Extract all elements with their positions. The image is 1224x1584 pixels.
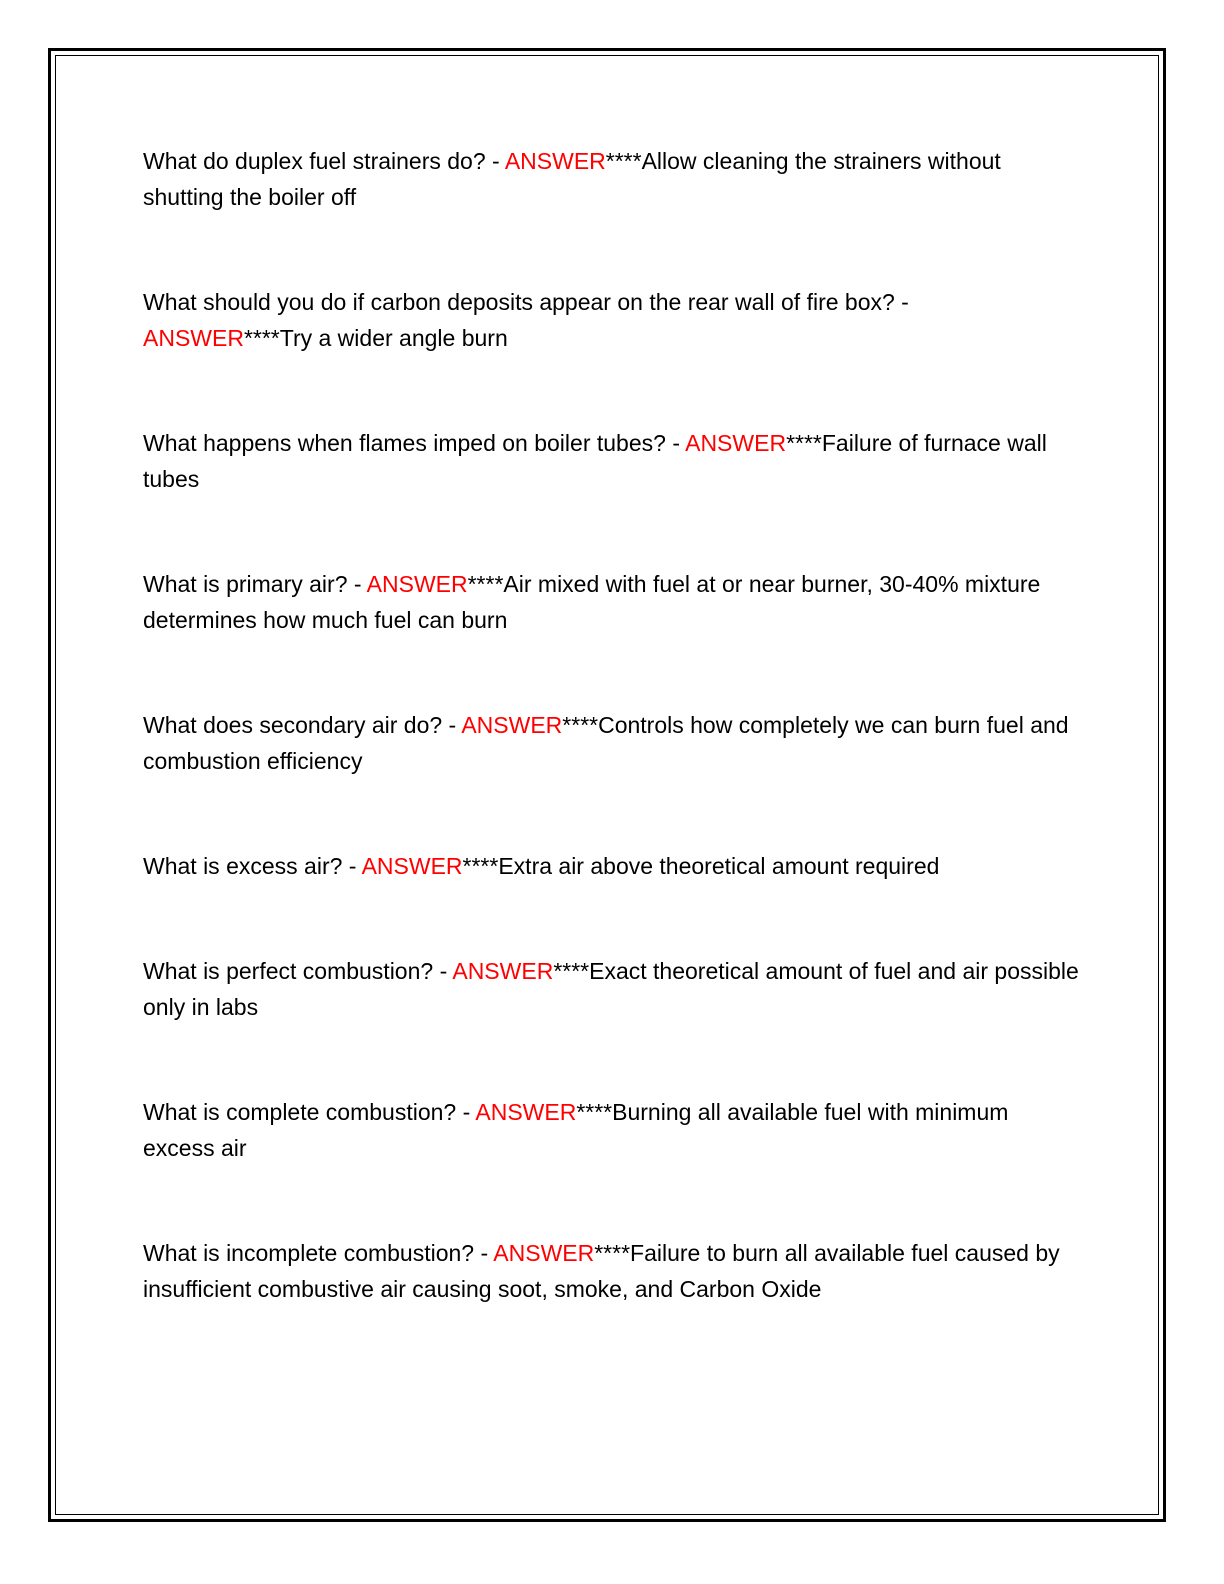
answer-text: ****Allow cleaning the strainers without shutting the boiler off [143,148,1001,210]
qa-item [143,566,1083,638]
answer-label: ANSWER [366,571,468,597]
question-text: What do duplex fuel strainers do? - [143,148,505,174]
answer-label: ANSWER [504,148,606,174]
answer-label: ANSWER [361,853,463,879]
qa-item [143,425,1083,497]
qa-item [143,143,1083,215]
qa-item [143,284,1083,356]
answer-text: ****Try a wider angle burn [243,325,508,351]
answer-text: ****Burning all available fuel with minimum excess air [143,1099,1009,1161]
question-text: What is complete combustion? - [143,1099,476,1125]
question-text: What should you do if carbon deposits appear on the rear wall of fire box? - [143,289,909,315]
answer-label: ANSWER [685,430,787,456]
question-text: What is incomplete combustion? - [143,1240,494,1266]
answer-text: ****Air mixed with fuel at or near burner, 30-40% mixture determines how much fuel can burn [143,571,1041,633]
answer-label: ANSWER [493,1240,595,1266]
answer-label: ANSWER [461,712,563,738]
qa-item [143,953,1083,1025]
question-text: What does secondary air do? - [143,712,462,738]
answer-label: ANSWER [143,325,244,351]
question-text: What happens when flames imped on boiler tubes? - [143,430,686,456]
qa-item [143,848,1083,884]
answer-text: ****Failure of furnace wall tubes [143,430,1047,492]
answer-label: ANSWER [475,1099,577,1125]
answer-text: ****Failure to burn all available fuel caused by insufficient combustive air causing soot, smoke, and Carbon Oxide [143,1240,1060,1302]
answer-label: ANSWER [452,958,554,984]
qa-item [143,1235,1083,1307]
question-text: What is primary air? - [143,571,367,597]
question-text: What is excess air? - [143,853,362,879]
qa-item [143,1094,1083,1166]
qa-item [143,707,1083,779]
qa-list [143,143,1083,1307]
answer-text: ****Extra air above theoretical amount required [462,853,940,879]
answer-text: ****Controls how completely we can burn fuel and combustion efficiency [143,712,1069,774]
answer-text: ****Exact theoretical amount of fuel and air possible only in labs [143,958,1079,1020]
question-text: What is perfect combustion? - [143,958,453,984]
